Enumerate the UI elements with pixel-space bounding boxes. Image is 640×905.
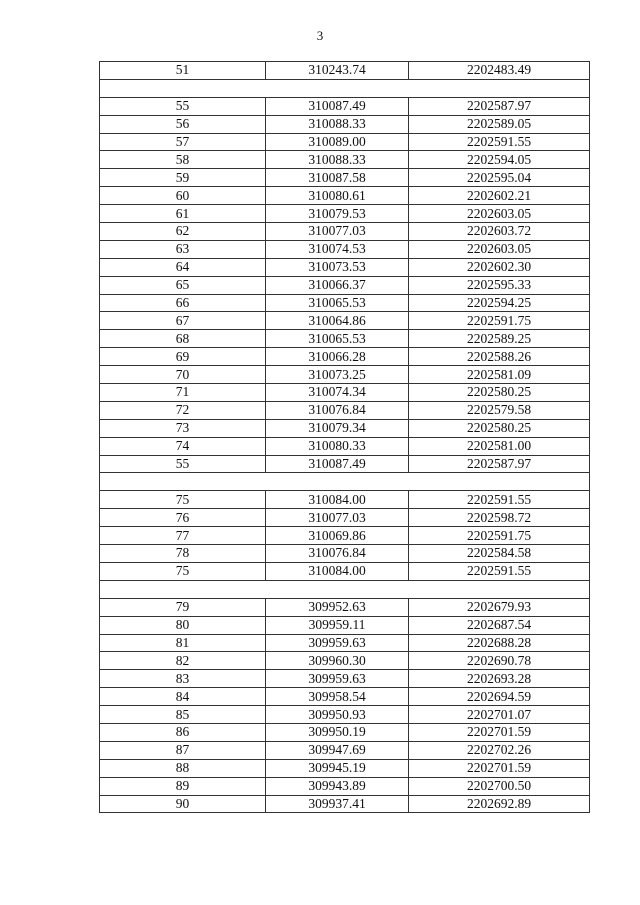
y-coordinate-cell: 2202690.78 [409,652,590,670]
table-row [100,223,590,241]
x-coordinate-cell: 310079.53 [266,205,409,223]
x-coordinate-cell: 310065.53 [266,330,409,348]
table-row [100,62,590,80]
point-number-cell: 79 [100,598,266,616]
contour-separator-row [100,473,590,491]
x-coordinate-cell: 310080.61 [266,187,409,205]
table-row [100,401,590,419]
table-row [100,384,590,402]
x-coordinate-cell: 310088.33 [266,115,409,133]
point-number-cell: 89 [100,777,266,795]
y-coordinate-cell: 2202589.25 [409,330,590,348]
table-row [100,133,590,151]
y-coordinate-cell: 2202693.28 [409,670,590,688]
y-coordinate-cell: 2202598.72 [409,509,590,527]
y-coordinate-cell: 2202679.93 [409,598,590,616]
table-row [100,795,590,813]
x-coordinate-cell: 309943.89 [266,777,409,795]
table-row [100,652,590,670]
table-row [100,527,590,545]
table-row [100,240,590,258]
table-row [100,258,590,276]
y-coordinate-cell: 2202591.75 [409,527,590,545]
x-coordinate-cell: 310084.00 [266,491,409,509]
table-row [100,348,590,366]
point-number-cell: 68 [100,330,266,348]
table-row [100,509,590,527]
point-number-cell: 81 [100,634,266,652]
y-coordinate-cell: 2202483.49 [409,62,590,80]
y-coordinate-cell: 2202587.97 [409,97,590,115]
point-number-cell: 78 [100,545,266,563]
point-number-cell: 67 [100,312,266,330]
y-coordinate-cell: 2202595.33 [409,276,590,294]
table-row [100,616,590,634]
table-row [100,455,590,473]
table-row [100,545,590,563]
x-coordinate-cell: 310087.58 [266,169,409,187]
x-coordinate-cell: 310073.53 [266,258,409,276]
y-coordinate-cell: 2202591.75 [409,312,590,330]
y-coordinate-cell: 2202701.59 [409,723,590,741]
point-number-cell: 57 [100,133,266,151]
y-coordinate-cell: 2202591.55 [409,133,590,151]
table-row [100,205,590,223]
y-coordinate-cell: 2202688.28 [409,634,590,652]
point-number-cell: 55 [100,455,266,473]
contour-separator-row [100,79,590,97]
separator-cell [100,580,590,598]
x-coordinate-cell: 310074.34 [266,384,409,402]
point-number-cell: 59 [100,169,266,187]
point-number-cell: 58 [100,151,266,169]
y-coordinate-cell: 2202701.59 [409,759,590,777]
table-row [100,169,590,187]
x-coordinate-cell: 309958.54 [266,688,409,706]
point-number-cell: 63 [100,240,266,258]
table-row [100,759,590,777]
y-coordinate-cell: 2202594.25 [409,294,590,312]
point-number-cell: 61 [100,205,266,223]
y-coordinate-cell: 2202692.89 [409,795,590,813]
table-row [100,115,590,133]
point-number-cell: 77 [100,527,266,545]
x-coordinate-cell: 309959.11 [266,616,409,634]
y-coordinate-cell: 2202587.97 [409,455,590,473]
table-row [100,562,590,580]
x-coordinate-cell: 310074.53 [266,240,409,258]
x-coordinate-cell: 309959.63 [266,634,409,652]
table-row [100,330,590,348]
x-coordinate-cell: 310069.86 [266,527,409,545]
table-row [100,312,590,330]
table-row [100,723,590,741]
y-coordinate-cell: 2202589.05 [409,115,590,133]
x-coordinate-cell: 310066.37 [266,276,409,294]
x-coordinate-cell: 310084.00 [266,562,409,580]
y-coordinate-cell: 2202603.72 [409,223,590,241]
x-coordinate-cell: 309959.63 [266,670,409,688]
table-row [100,437,590,455]
y-coordinate-cell: 2202603.05 [409,205,590,223]
point-number-cell: 64 [100,258,266,276]
y-coordinate-cell: 2202581.09 [409,366,590,384]
point-number-cell: 84 [100,688,266,706]
y-coordinate-cell: 2202594.05 [409,151,590,169]
table-row [100,741,590,759]
point-number-cell: 87 [100,741,266,759]
x-coordinate-cell: 309950.93 [266,706,409,724]
table-row [100,706,590,724]
coordinates-table [99,61,590,813]
table-row [100,419,590,437]
x-coordinate-cell: 309950.19 [266,723,409,741]
x-coordinate-cell: 310065.53 [266,294,409,312]
table-row [100,777,590,795]
point-number-cell: 71 [100,384,266,402]
y-coordinate-cell: 2202584.58 [409,545,590,563]
point-number-cell: 60 [100,187,266,205]
point-number-cell: 56 [100,115,266,133]
x-coordinate-cell: 309937.41 [266,795,409,813]
point-number-cell: 51 [100,62,266,80]
x-coordinate-cell: 310077.03 [266,509,409,527]
y-coordinate-cell: 2202591.55 [409,562,590,580]
point-number-cell: 82 [100,652,266,670]
point-number-cell: 74 [100,437,266,455]
y-coordinate-cell: 2202581.00 [409,437,590,455]
y-coordinate-cell: 2202687.54 [409,616,590,634]
point-number-cell: 62 [100,223,266,241]
x-coordinate-cell: 309952.63 [266,598,409,616]
x-coordinate-cell: 310066.28 [266,348,409,366]
table-row [100,491,590,509]
separator-cell [100,473,590,491]
y-coordinate-cell: 2202702.26 [409,741,590,759]
x-coordinate-cell: 310087.49 [266,97,409,115]
point-number-cell: 65 [100,276,266,294]
x-coordinate-cell: 310079.34 [266,419,409,437]
point-number-cell: 76 [100,509,266,527]
x-coordinate-cell: 310077.03 [266,223,409,241]
coordinates-table-body [100,62,590,813]
table-row [100,276,590,294]
table-row [100,151,590,169]
table-row [100,366,590,384]
y-coordinate-cell: 2202701.07 [409,706,590,724]
y-coordinate-cell: 2202602.21 [409,187,590,205]
point-number-cell: 69 [100,348,266,366]
y-coordinate-cell: 2202580.25 [409,419,590,437]
point-number-cell: 72 [100,401,266,419]
point-number-cell: 83 [100,670,266,688]
y-coordinate-cell: 2202579.58 [409,401,590,419]
x-coordinate-cell: 309947.69 [266,741,409,759]
point-number-cell: 88 [100,759,266,777]
x-coordinate-cell: 310088.33 [266,151,409,169]
point-number-cell: 73 [100,419,266,437]
point-number-cell: 55 [100,97,266,115]
x-coordinate-cell: 310080.33 [266,437,409,455]
point-number-cell: 85 [100,706,266,724]
point-number-cell: 86 [100,723,266,741]
y-coordinate-cell: 2202603.05 [409,240,590,258]
separator-cell [100,79,590,97]
point-number-cell: 75 [100,562,266,580]
y-coordinate-cell: 2202595.04 [409,169,590,187]
x-coordinate-cell: 310076.84 [266,401,409,419]
y-coordinate-cell: 2202588.26 [409,348,590,366]
point-number-cell: 66 [100,294,266,312]
x-coordinate-cell: 310064.86 [266,312,409,330]
y-coordinate-cell: 2202700.50 [409,777,590,795]
contour-separator-row [100,580,590,598]
table-row [100,634,590,652]
table-row [100,688,590,706]
table-row [100,598,590,616]
table-row [100,670,590,688]
y-coordinate-cell: 2202694.59 [409,688,590,706]
x-coordinate-cell: 309960.30 [266,652,409,670]
x-coordinate-cell: 310087.49 [266,455,409,473]
y-coordinate-cell: 2202591.55 [409,491,590,509]
y-coordinate-cell: 2202602.30 [409,258,590,276]
x-coordinate-cell: 309945.19 [266,759,409,777]
table-row [100,187,590,205]
x-coordinate-cell: 310089.00 [266,133,409,151]
x-coordinate-cell: 310073.25 [266,366,409,384]
point-number-cell: 80 [100,616,266,634]
point-number-cell: 70 [100,366,266,384]
y-coordinate-cell: 2202580.25 [409,384,590,402]
x-coordinate-cell: 310243.74 [266,62,409,80]
point-number-cell: 75 [100,491,266,509]
table-row [100,294,590,312]
x-coordinate-cell: 310076.84 [266,545,409,563]
page-number: 3 [316,28,324,43]
table-row [100,97,590,115]
point-number-cell: 90 [100,795,266,813]
